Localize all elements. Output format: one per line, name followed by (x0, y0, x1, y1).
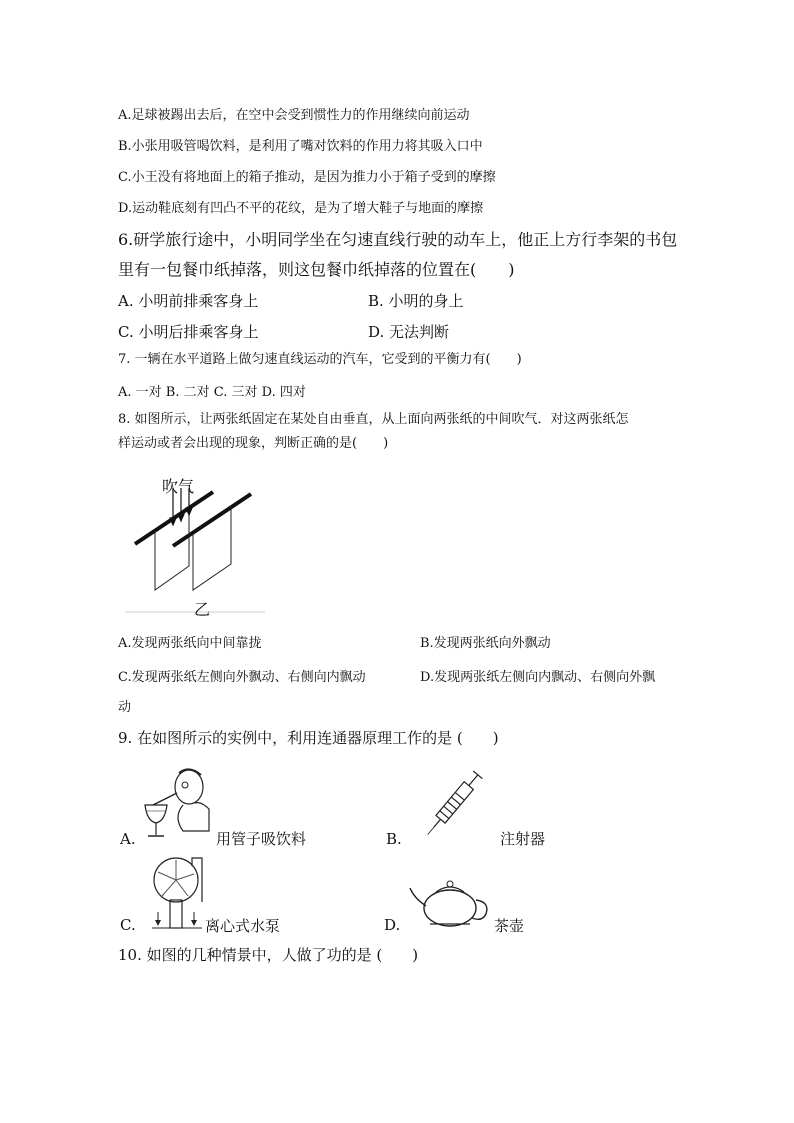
q8-stem-line-1: 8. 如图所示，让两张纸固定在某处自由垂直，从上面向两张纸的中间吹气．对这两张纸怎 (118, 412, 629, 427)
q5-option-d: D.运动鞋底刻有凹凸不平的花纹，是为了增大鞋子与地面的摩擦 (118, 201, 484, 216)
right-rod (173, 494, 251, 546)
q5-option-b: B.小张用吸管喝饮料，是利用了嘴对饮料的作用力将其吸入口中 (118, 139, 483, 154)
left-paper-sheet (155, 504, 189, 590)
q6-stem-line-1: 6.研学旅行途中，小明同学坐在匀速直线行驶的动车上，他正上方行李架的书包 (118, 230, 678, 249)
q8-option-b: B.发现两张纸向外飘动 (420, 636, 551, 651)
figure-label-yi: 乙 (194, 600, 211, 619)
q8-option-d-line-1: D.发现两张纸左侧向内飘动、右侧向外飘 (420, 670, 656, 685)
q5-option-a: A.足球被踢出去后，在空中会受到惯性力的作用继续向前运动 (118, 108, 470, 123)
straw-drinking-illustration (143, 765, 213, 845)
paper-sheets-figure (125, 478, 265, 598)
q7-options: A. 一对 B. 二对 C. 三对 D. 四对 (118, 385, 306, 400)
q9-option-d-letter: D. (384, 916, 401, 934)
q8-option-d-line-2: 动 (118, 700, 132, 715)
q6-stem-line-2: 里有一包餐巾纸掉落，则这包餐巾纸掉落的位置在( ) (118, 260, 515, 279)
q9-option-b-text: 注射器 (500, 830, 546, 848)
q8-stem-line-2: 样运动或者会出现的现象，判断正确的是( ) (118, 436, 389, 451)
q6-option-b: B. 小明的身上 (368, 292, 464, 310)
syringe-illustration (418, 760, 498, 840)
q6-option-d: D. 无法判断 (368, 323, 450, 341)
teapot-illustration (406, 876, 492, 936)
q9-option-d-text: 茶壶 (494, 917, 525, 935)
figure-blow-label: 吹气 (162, 477, 195, 496)
q9-option-c-text: 离心式水泵 (205, 917, 281, 935)
q9-option-b-letter: B. (386, 830, 402, 848)
q8-option-a: A.发现两张纸向中间靠拢 (118, 636, 262, 651)
q10-stem: 10. 如图的几种情景中，人做了功的是 ( ) (118, 946, 419, 964)
q7-stem: 7. 一辆在水平道路上做匀速直线运动的汽车，它受到的平衡力有( ) (118, 352, 522, 367)
q6-option-c: C. 小明后排乘客身上 (118, 323, 259, 341)
q9-option-a-text: 用管子吸饮料 (216, 830, 307, 848)
q8-option-c: C.发现两张纸左侧向外飘动、右侧向内飘动 (118, 670, 366, 685)
q9-stem: 9. 在如图所示的实例中，利用连通器原理工作的是 ( ) (118, 729, 499, 747)
q9-option-a-letter: A. (120, 830, 136, 848)
q9-option-c-letter: C. (120, 916, 136, 934)
q5-option-c: C.小王没有将地面上的箱子推动，是因为推力小于箱子受到的摩擦 (118, 170, 496, 185)
centrifugal-pump-illustration (148, 852, 208, 932)
q6-option-a: A. 小明前排乘客身上 (118, 292, 259, 310)
